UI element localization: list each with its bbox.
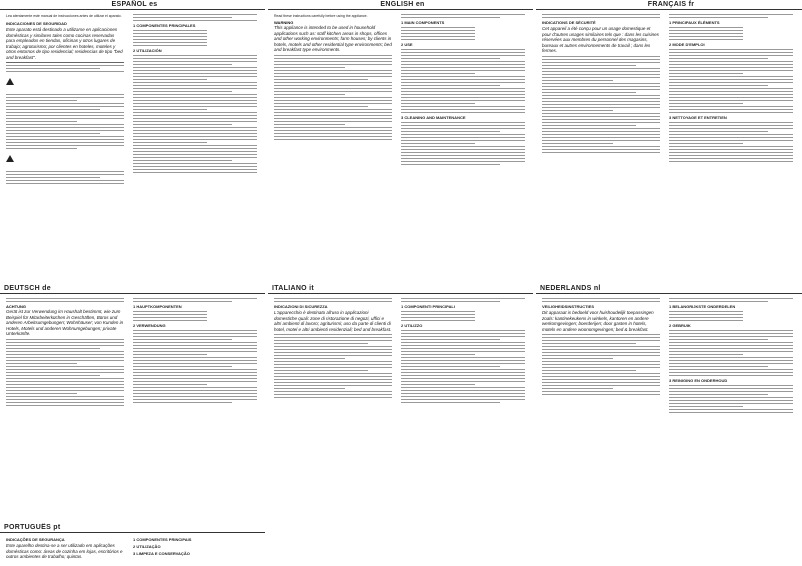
- section-title-fr-main: 1 PRINCIPAUX ÉLÉMENTS: [669, 20, 720, 25]
- section-title-pt-use: 2 UTILIZAÇÃO: [133, 544, 161, 549]
- section-title-es-use: 2 UTILIZACIÓN: [133, 48, 162, 53]
- section-title-pt-clean: 3 LIMPEZA E CONSERVAÇÃO: [133, 551, 190, 556]
- section-title-de-main: 1 HAUPTKOMPONENTEN: [133, 304, 182, 309]
- section-title-nl-main: 1 BELANGRIJKSTE ONDERDELEN: [669, 304, 736, 309]
- section-title-it-safety: INDICAZIONI DI SICUREZZA: [274, 304, 328, 309]
- warning-title-en: WARNING: [274, 20, 294, 25]
- section-title-nl-safety: VEILIGHEIDSINSTRUCTIES: [542, 304, 595, 309]
- page-it: [268, 284, 533, 566]
- column-fr-right: [669, 12, 793, 278]
- page-header-es: ESPAÑOL es: [0, 0, 265, 10]
- highlight-paragraph-es: Este aparato está destinado a utilizarse en aplicaciones domésticas y similares tales como cocinas reservadas para empleados en tiendas, oficinas y otros lugares de trabajo; agroturismo; por clientes en hoteles, moteles y otros entornos de tipo residencial; residencias de tipo "bed and breakfast".: [6, 27, 123, 60]
- page-pt: [0, 523, 265, 566]
- highlight-paragraph-de: Gerät ist zur Verwendung im Haushalt bestimmt, wie zum Beispiel für Mitarbeiterküchen in Geschäften, Büros und anderen Arbeitsumgebungen; Wohnhäuser; von Kunden in Hotels, Motels und anderen Wohnumgebungen; private Unterkünfte.: [6, 309, 124, 336]
- page-header-nl: NEDERLANDS nl: [536, 284, 802, 294]
- highlight-paragraph-nl: Dit apparaat is bedoeld voor huishoudelijk toepassingen zoals: kantinekeukens in winkels, kantoren en andere werkomgevingen; boerderijen; door gasten in hotels, motels en andere woonomgevingen; bed & breakfast.: [542, 310, 654, 332]
- column-pt-left: [6, 535, 124, 564]
- section-title-it-use: 2 UTILIZZO: [401, 323, 423, 328]
- page-header-de: DEUTSCH de: [0, 284, 265, 294]
- intro-es: Lea atentamente este manual de instrucciones antes de utilizar el aparato.: [6, 14, 122, 18]
- page-header-en: ENGLISH en: [268, 0, 533, 10]
- page-header-pt: PORTUGUÊS pt: [0, 523, 265, 533]
- highlight-paragraph-en: This appliance is intended to be used in household applications such as: staff kitchen areas in shops, offices and other working environments; farm houses; by clients in hotels, motels and other residential type environments; bed and breakfast type environments.: [274, 25, 392, 52]
- column-es-left: [6, 12, 124, 278]
- column-it-left: [274, 296, 392, 564]
- page-header-fr: FRANÇAIS fr: [536, 0, 802, 10]
- warning-title-de: ACHTUNG: [6, 304, 26, 309]
- page-es: [0, 0, 265, 280]
- column-en-left: [274, 12, 392, 278]
- section-title-nl-clean: 3 REINIGING EN ONDERHOUD: [669, 378, 728, 383]
- page-fr: [536, 0, 802, 280]
- section-title-pt-safety: INDICAÇÕES DE SEGURANÇA: [6, 537, 65, 542]
- column-nl-left: [542, 296, 660, 564]
- column-en-right: [401, 12, 525, 278]
- column-it-right: [401, 296, 525, 564]
- section-title-it-main: 1 COMPONENTI PRINCIPALI: [401, 304, 455, 309]
- column-pt-right: [133, 535, 257, 564]
- section-title-fr-use: 2 MODE D'EMPLOI: [669, 42, 705, 47]
- page-en: [268, 0, 533, 280]
- column-fr-left: [542, 12, 660, 278]
- section-title-en-use: 2 USE: [401, 42, 413, 47]
- page-nl: [536, 284, 802, 566]
- warning-triangle-icon: [6, 155, 14, 162]
- highlight-paragraph-fr: Cet appareil a été conçu pour un usage domestique et pour d'autres usages similaires tels que : dans les cuisines réservées aux membres du personnel des magasins, bureaux et autres environnements de travail ; dans les fermes.: [542, 26, 659, 53]
- section-title-en-main: 1 MAIN COMPONENTS: [401, 20, 445, 25]
- section-title-fr-safety: INDICATIONS DE SÉCURITÉ: [542, 20, 596, 25]
- intro-en: Read these instructions carefully before using the appliance.: [274, 14, 368, 18]
- section-title-es-safety: INDICACIONES DE SEGURIDAD: [6, 21, 67, 26]
- highlight-paragraph-pt: Este aparelho destina-se a ser utilizado em aplicações domésticas como: áreas de cozinha em lojas, escritórios e outros ambientes de trabalho; quintas.: [6, 543, 123, 559]
- column-es-right: [133, 12, 257, 278]
- warning-triangle-icon: [6, 78, 14, 85]
- section-title-nl-use: 2 GEBRUIK: [669, 323, 691, 328]
- column-nl-right: [669, 296, 793, 564]
- section-title-pt-main: 1 COMPONENTES PRINCIPAIS: [133, 537, 192, 542]
- page-header-it: ITALIANO it: [268, 284, 533, 294]
- section-title-de-use: 2 VERWENDUNG: [133, 323, 166, 328]
- section-title-es-components: 1 COMPONENTES PRINCIPALES: [133, 23, 196, 28]
- highlight-paragraph-it: L'apparecchio è destinato all'uso in applicazioni domestiche quali: zone di ristorazione di negozi, uffici e altri ambienti di lavoro; agriturismi; uso da parte di clienti di hotel, motel e altri ambienti residenziali; bed and breakfast.: [274, 310, 392, 332]
- section-title-fr-clean: 3 NETTOYAGE ET ENTRETIEN: [669, 115, 727, 120]
- section-title-en-clean: 3 CLEANING AND MAINTENANCE: [401, 115, 466, 120]
